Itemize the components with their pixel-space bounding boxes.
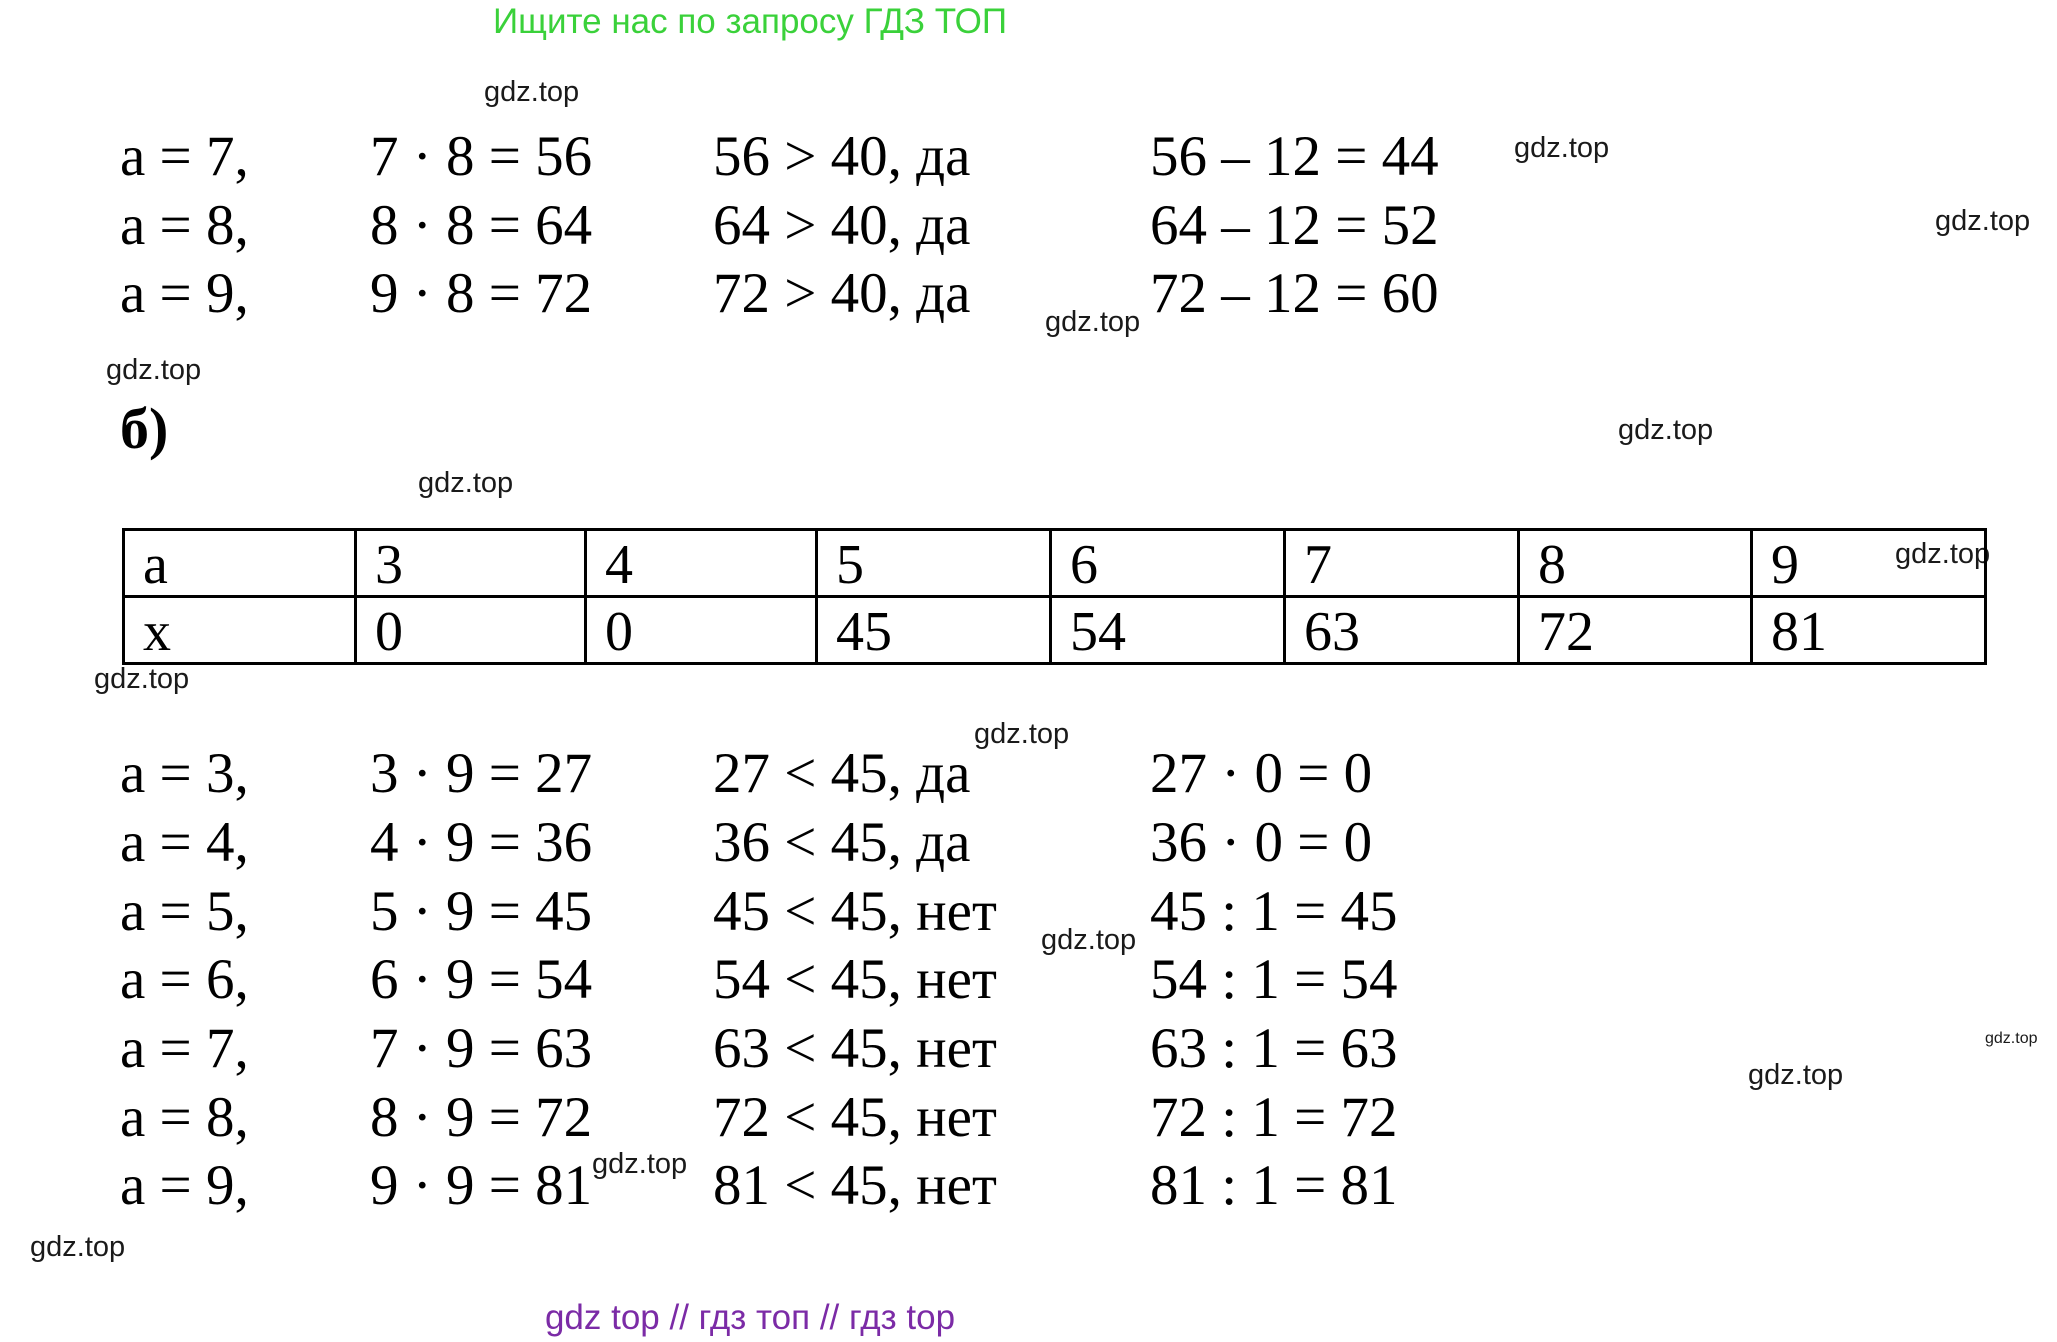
table-cell: 63 — [1285, 597, 1519, 664]
table-cell: 3 — [356, 530, 586, 597]
table-cell: 6 — [1051, 530, 1285, 597]
watermark: gdz.top — [1748, 1059, 1844, 1091]
comparison: 64 > 40, да — [713, 194, 971, 257]
banner-text: Ищите нас по запросу ГДЗ ТОП — [493, 2, 1007, 41]
a-value: a = 3, — [120, 742, 249, 805]
comparison: 72 < 45, нет — [713, 1086, 997, 1149]
table-cell: 54 — [1051, 597, 1285, 664]
product: 4 · 9 = 36 — [370, 811, 593, 874]
footer-text: gdz top // гдз топ // гдз top — [544, 1298, 956, 1337]
watermark: gdz.top — [1514, 132, 1610, 164]
table-cell: 45 — [817, 597, 1051, 664]
product: 5 · 9 = 45 — [370, 880, 593, 943]
product: 9 · 9 = 81 — [370, 1154, 593, 1217]
result: 54 : 1 = 54 — [1150, 948, 1398, 1011]
product: 9 · 8 = 72 — [370, 262, 593, 325]
comparison: 54 < 45, нет — [713, 948, 997, 1011]
a-value: a = 9, — [120, 262, 249, 325]
product: 6 · 9 = 54 — [370, 948, 593, 1011]
comparison: 56 > 40, да — [713, 125, 971, 188]
watermark: gdz.top — [1041, 924, 1137, 956]
table-cell: 5 — [817, 530, 1051, 597]
table-cell: 4 — [586, 530, 817, 597]
product: 3 · 9 = 27 — [370, 742, 593, 805]
a-value: a = 8, — [120, 1086, 249, 1149]
result: 45 : 1 = 45 — [1150, 880, 1398, 943]
table-cell: a — [124, 530, 356, 597]
table-cell: 0 — [356, 597, 586, 664]
watermark: gdz.top — [1935, 205, 2031, 237]
watermark: gdz.top — [484, 76, 580, 108]
a-value: a = 5, — [120, 880, 249, 943]
watermark: gdz.top — [1045, 306, 1141, 338]
table-cell: 0 — [586, 597, 817, 664]
product: 7 · 8 = 56 — [370, 125, 593, 188]
table-cell: 7 — [1285, 530, 1519, 597]
table-row-x — [124, 597, 1986, 664]
result: 72 – 12 = 60 — [1150, 262, 1439, 325]
a-value: a = 8, — [120, 194, 249, 257]
watermark: gdz.top — [94, 663, 190, 695]
product: 7 · 9 = 63 — [370, 1017, 593, 1080]
comparison: 81 < 45, нет — [713, 1154, 997, 1217]
result: 72 : 1 = 72 — [1150, 1086, 1398, 1149]
a-value: a = 7, — [120, 125, 249, 188]
result: 81 : 1 = 81 — [1150, 1154, 1398, 1217]
result: 27 · 0 = 0 — [1150, 742, 1373, 805]
table-cell: 9 — [1752, 530, 1986, 597]
result: 36 · 0 = 0 — [1150, 811, 1373, 874]
values-table — [122, 528, 1987, 665]
table-cell: x — [124, 597, 356, 664]
watermark: gdz.top — [1895, 538, 1991, 570]
comparison: 27 < 45, да — [713, 742, 971, 805]
result: 63 : 1 = 63 — [1150, 1017, 1398, 1080]
result: 64 – 12 = 52 — [1150, 194, 1439, 257]
table-cell: 8 — [1519, 530, 1752, 597]
a-value: a = 6, — [120, 948, 249, 1011]
watermark: gdz.top — [106, 354, 202, 386]
a-value: a = 9, — [120, 1154, 249, 1217]
table-row-a — [124, 530, 1986, 597]
watermark: gdz.top — [418, 467, 514, 499]
watermark: gdz.top — [1618, 414, 1714, 446]
watermark: gdz.top — [974, 718, 1070, 750]
watermark: gdz.top — [592, 1148, 688, 1180]
result: 56 – 12 = 44 — [1150, 125, 1439, 188]
comparison: 72 > 40, да — [713, 262, 971, 325]
product: 8 · 8 = 64 — [370, 194, 593, 257]
a-value: a = 7, — [120, 1017, 249, 1080]
comparison: 36 < 45, да — [713, 811, 971, 874]
product: 8 · 9 = 72 — [370, 1086, 593, 1149]
watermark: gdz.top — [30, 1231, 126, 1263]
comparison: 45 < 45, нет — [713, 880, 997, 943]
a-value: a = 4, — [120, 811, 249, 874]
section-b-label: б) — [120, 396, 169, 461]
watermark: gdz.top — [1985, 1030, 2038, 1047]
table-cell: 72 — [1519, 597, 1752, 664]
comparison: 63 < 45, нет — [713, 1017, 997, 1080]
table-cell: 81 — [1752, 597, 1986, 664]
